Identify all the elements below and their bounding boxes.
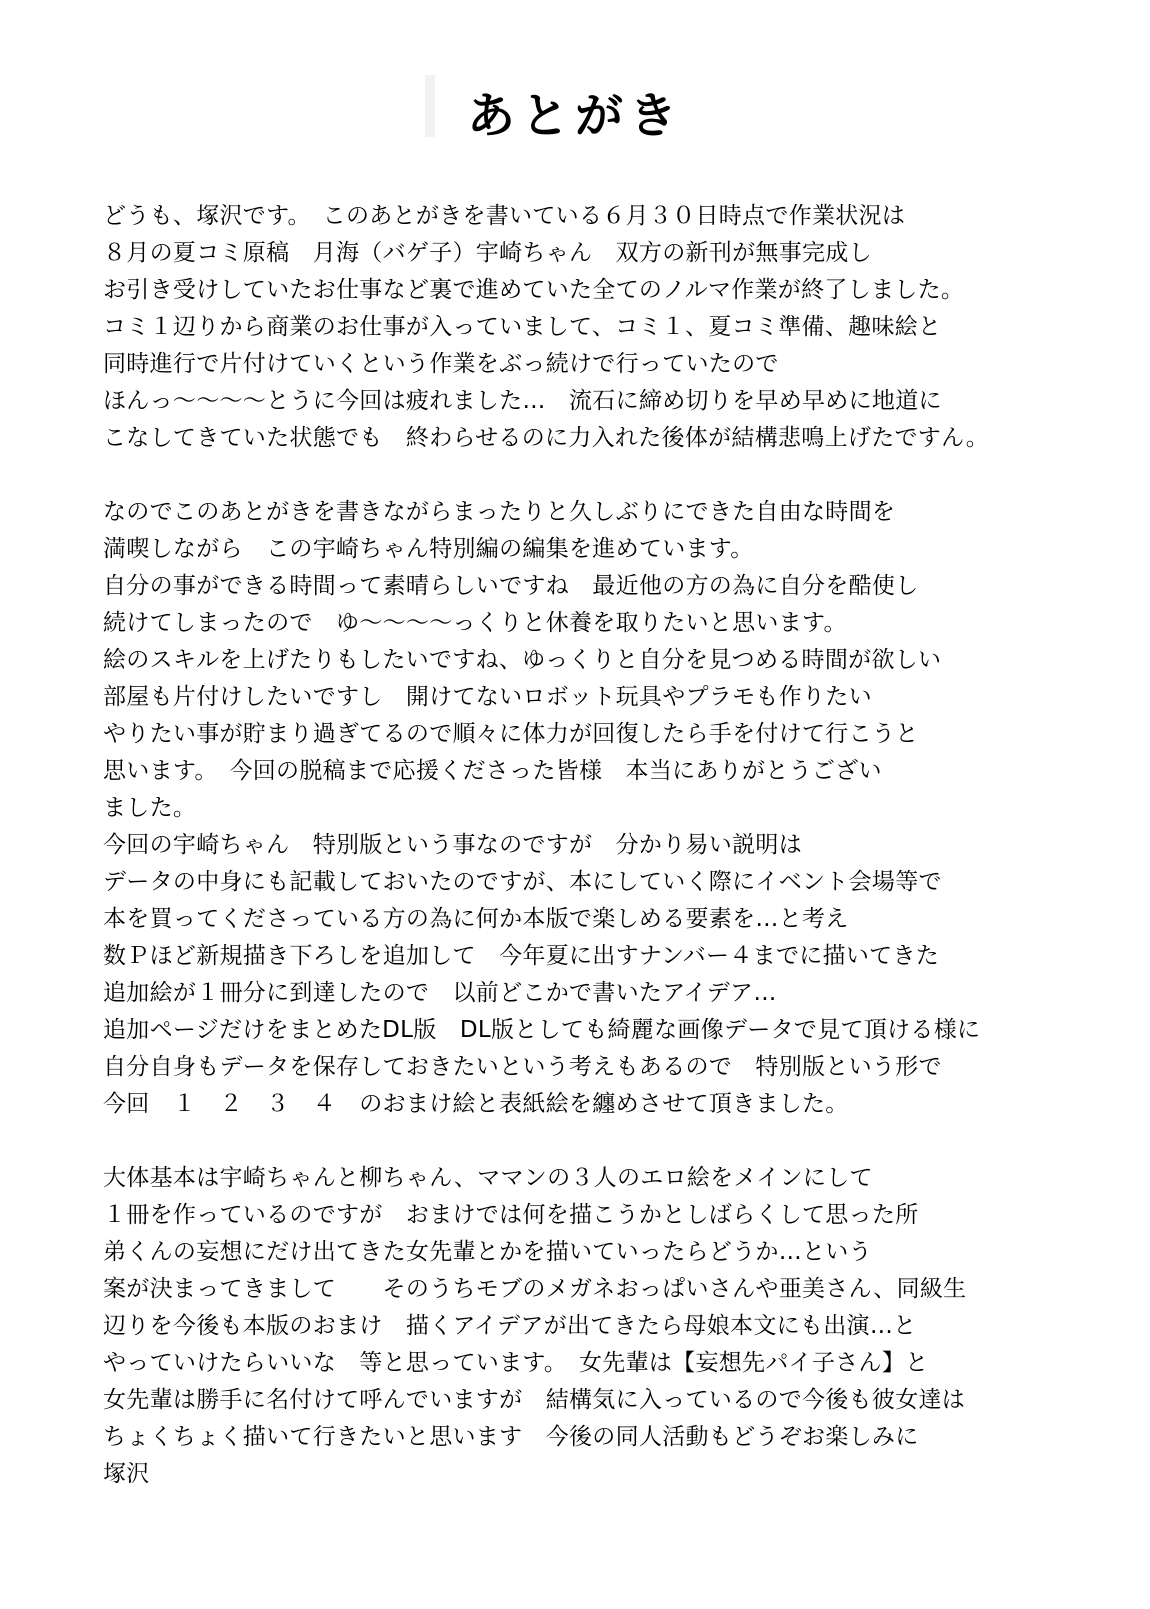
- text-line: 絵のスキルを上げたりもしたいですね、ゆっくりと自分を見つめる時間が欲しい: [103, 647, 942, 673]
- text-line: 弟くんの妄想にだけ出てきた女先輩とかを描いていったらどうか…という: [103, 1239, 872, 1265]
- text-line: 案が決まってきまして そのうちモブのメガネおっぱいさんや亜美さん、同級生: [103, 1276, 967, 1302]
- paragraph-3: [103, 1160, 1143, 1493]
- page-title: あとがき: [466, 88, 683, 144]
- text-line: 続けてしまったので ゆ～～～～っくりと休養を取りたいと思います。: [103, 610, 847, 636]
- text-line: 今回 １ ２ ３ ４ のおまけ絵と表紙絵を纏めさせて頂きました。: [103, 1091, 849, 1117]
- text-line: やっていけたらいいな 等と思っています。 女先輩は【妄想先パイ子さん】と: [103, 1350, 929, 1376]
- paragraph-2: [103, 494, 1143, 1123]
- paragraph-spacer: [103, 1123, 1143, 1160]
- text-line: 追加絵が１冊分に到達したので 以前どこかで書いたアイデア…: [103, 980, 777, 1006]
- text-line: やりたい事が貯まり過ぎてるので順々に体力が回復したら手を付けて行こうと: [103, 721, 919, 747]
- text-line: どうも、塚沢です。 このあとがきを書いている６月３０日時点で作業状況は: [103, 203, 906, 229]
- text-line: データの中身にも記載しておいたのですが、本にしていく際にイベント会場等で: [103, 869, 942, 895]
- text-line: 自分の事ができる時間って素晴らしいですね 最近他の方の為に自分を酷使し: [103, 573, 919, 599]
- text-line: 女先輩は勝手に名付けて呼んでいますが 結構気に入っているので今後も彼女達は: [103, 1387, 966, 1413]
- text-line: 数Ｐほど新規描き下ろしを追加して 今年夏に出すナンバー４までに描いてきた: [103, 943, 940, 969]
- text-line: 満喫しながら この宇崎ちゃん特別編の編集を進めています。: [103, 536, 754, 562]
- text-line: お引き受けしていたお仕事など裏で進めていた全てのノルマ作業が終了しました。: [103, 277, 965, 303]
- text-line: コミ１辺りから商業のお仕事が入っていまして、コミ１、夏コミ準備、趣味絵と: [103, 314, 942, 340]
- text-line: 自分自身もデータを保存しておきたいという考えもあるので 特別版という形で: [103, 1054, 942, 1080]
- text-line: 辺りを今後も本版のおまけ 描くアイデアが出てきたら母娘本文にも出演…と: [103, 1313, 917, 1339]
- signature: 塚沢: [103, 1461, 150, 1487]
- text-line: なのでこのあとがきを書きながらまったりと久しぶりにできた自由な時間を: [103, 499, 896, 525]
- text-line: 部屋も片付けしたいですし 開けてないロボット玩具やプラモも作りたい: [103, 684, 872, 710]
- paragraph-1: [103, 198, 1143, 457]
- text-line: ほんっ～～～～とうに今回は疲れました… 流石に締め切りを早め早めに地道に: [103, 388, 942, 414]
- text-line: こなしてきていた状態でも 終わらせるのに力入れた後体が結構悲鳴上げたですん。: [103, 425, 990, 451]
- text-line: １冊を作っているのですが おまけでは何を描こうかとしばらくして思った所: [103, 1202, 919, 1228]
- text-line: 同時進行で片付けていくという作業をぶっ続けで行っていたので: [103, 351, 779, 377]
- text-line: 思います。 今回の脱稿まで応援くださった皆様 本当にありがとうござい: [103, 758, 882, 784]
- text-line: 本を買ってくださっている方の為に何か本版で楽しめる要素を…と考え: [103, 906, 849, 932]
- text-line: ちょくちょく描いて行きたいと思います 今後の同人活動もどうぞお楽しみに: [103, 1424, 919, 1450]
- afterword-body: [103, 198, 1143, 1493]
- text-line: ました。: [103, 795, 197, 821]
- text-line: ８月の夏コミ原稿 月海（バゲ子）宇崎ちゃん 双方の新刊が無事完成し: [103, 240, 872, 266]
- text-line: 今回の宇崎ちゃん 特別版という事なのですが 分かり易い説明は: [103, 832, 802, 858]
- paragraph-spacer: [103, 457, 1143, 494]
- text-line: 大体基本は宇崎ちゃんと柳ちゃん、ママンの３人のエロ絵をメインにして: [103, 1165, 873, 1191]
- text-line: 追加ページだけをまとめたDL版 DL版としても綺麗な画像データで見て頂ける様に: [103, 1017, 981, 1043]
